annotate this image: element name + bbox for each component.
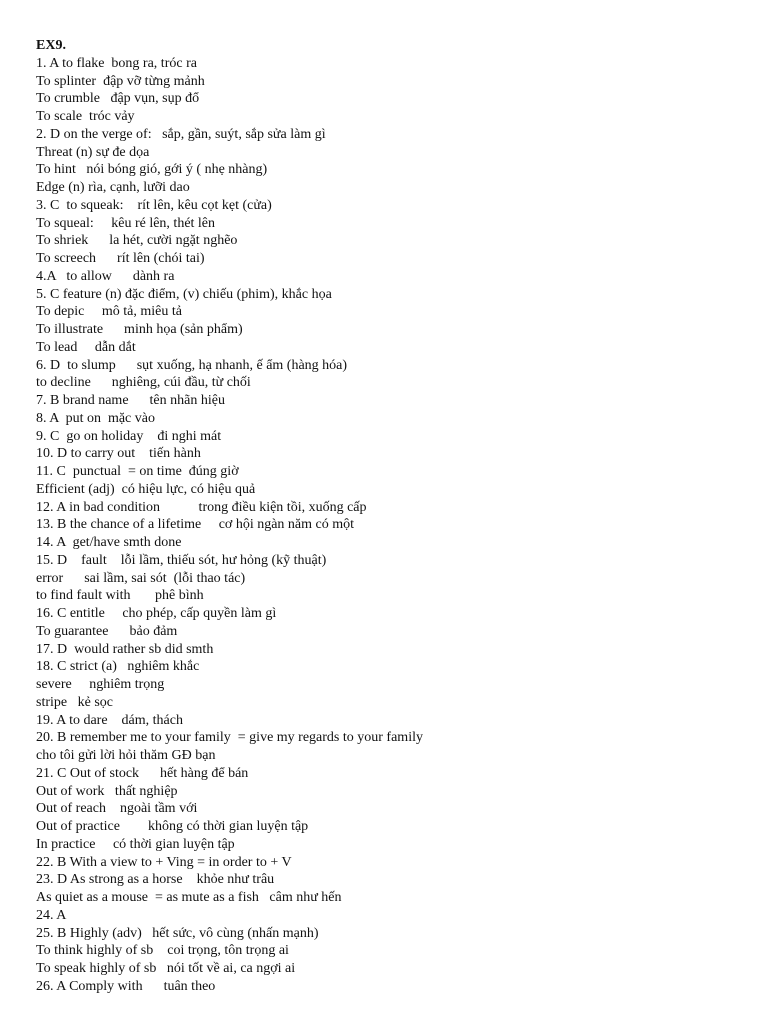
vocabulary-line: To hint nói bóng gió, gới ý ( nhẹ nhàng) <box>36 162 268 178</box>
vocabulary-line: In practice có thời gian luyện tập <box>36 836 235 852</box>
vocabulary-line: 18. C strict (a) nghiêm khắc <box>36 659 200 675</box>
vocabulary-line: 4.A to allow dành ra <box>36 268 175 284</box>
document-page <box>36 37 736 996</box>
vocabulary-line: To think highly of sb coi trọng, tôn trọng ai <box>36 943 289 959</box>
vocabulary-line: 8. A put on mặc vào <box>36 410 155 426</box>
vocabulary-line: To shriek la hét, cười ngặt nghẽo <box>36 233 238 249</box>
exercise-heading: EX9. <box>36 38 66 53</box>
vocabulary-line: 7. B brand name tên nhãn hiệu <box>36 393 225 408</box>
vocabulary-line: To scale tróc vảy <box>36 109 135 124</box>
vocabulary-line: 21. C Out of stock hết hàng để bán <box>36 765 249 781</box>
vocabulary-line: to find fault with phê bình <box>36 588 204 604</box>
vocabulary-line: 13. B the chance of a lifetime cơ hội ngàn năm có một <box>36 517 355 533</box>
vocabulary-line: 2. D on the verge of: sắp, gần, suýt, sắp sửa làm gì <box>36 126 326 142</box>
vocabulary-line: As quiet as a mouse = as mute as a fish câm như hến <box>36 890 342 905</box>
vocabulary-line: To lead dẫn dắt <box>36 339 136 355</box>
vocabulary-line: To guarantee bảo đảm <box>36 623 178 639</box>
vocabulary-line: stripe kẻ sọc <box>36 694 113 710</box>
vocabulary-line: To depic mô tả, miêu tả <box>36 304 182 320</box>
vocabulary-line: 9. C go on holiday đi nghi mát <box>36 428 222 444</box>
vocabulary-line: cho tôi gửi lời hỏi thăm GĐ bạn <box>36 748 216 763</box>
vocabulary-line: To squeal: kêu ré lên, thét lên <box>36 215 216 231</box>
vocabulary-line: To splinter đập vỡ từng mảnh <box>36 73 205 89</box>
vocabulary-line: 16. C entitle cho phép, cấp quyền làm gì <box>36 606 277 621</box>
vocabulary-line: 10. D to carry out tiến hành <box>36 446 201 462</box>
vocabulary-line: 15. D fault lỗi lầm, thiếu sót, hư hỏng (kỹ thuật) <box>36 552 327 568</box>
vocabulary-line: To screech rít lên (chói tai) <box>36 251 205 266</box>
vocabulary-line: 1. A to flake bong ra, tróc ra <box>36 55 197 71</box>
vocabulary-line: severe nghiêm trọng <box>36 677 165 692</box>
vocabulary-line: 12. A in bad condition trong điều kiện tồi, xuống cấp <box>36 499 367 515</box>
vocabulary-line: 6. D to slump sụt xuống, hạ nhanh, ế ẩm (hàng hóa) <box>36 357 348 373</box>
vocabulary-line: To speak highly of sb nói tốt về ai, ca ngợi ai <box>36 961 296 976</box>
vocabulary-line: 11. C punctual = on time đúng giờ <box>36 464 239 479</box>
vocabulary-line: 5. C feature (n) đặc điểm, (v) chiếu (phim), khắc họa <box>36 286 332 302</box>
vocabulary-line: 26. A Comply with tuân theo <box>36 978 216 994</box>
vocabulary-line: Threat (n) sự đe dọa <box>36 144 150 160</box>
vocabulary-line: Out of practice không có thời gian luyện tập <box>36 819 309 834</box>
vocabulary-line: Efficient (adj) có hiệu lực, có hiệu quả <box>36 481 256 497</box>
vocabulary-line: 24. A <box>36 907 67 923</box>
vocabulary-line: To crumble đập vụn, sụp đổ <box>36 91 200 107</box>
vocabulary-line: 20. B remember me to your family = give my regards to your family <box>36 730 423 746</box>
vocabulary-line: 17. D would rather sb did smth <box>36 641 214 657</box>
vocabulary-line: Out of reach ngoài tầm với <box>36 801 198 817</box>
vocabulary-line: Out of work thất nghiệp <box>36 783 178 799</box>
vocabulary-line: 3. C to squeak: rít lên, kêu cọt kẹt (cửa) <box>36 197 272 213</box>
vocabulary-line: error sai lầm, sai sót (lỗi thao tác) <box>36 570 246 586</box>
vocabulary-line: Edge (n) rìa, cạnh, lưỡi dao <box>36 180 190 195</box>
vocabulary-line: To illustrate minh họa (sản phẩm) <box>36 322 243 337</box>
vocabulary-line: 22. B With a view to + Ving = in order to + V <box>36 854 292 870</box>
vocabulary-list <box>36 55 736 996</box>
vocabulary-line: 19. A to dare dám, thách <box>36 712 183 728</box>
vocabulary-line: 23. D As strong as a horse khỏe như trâu <box>36 872 275 888</box>
vocabulary-line: 14. A get/have smth done <box>36 535 182 550</box>
vocabulary-line: 25. B Highly (adv) hết sức, vô cùng (nhấn mạnh) <box>36 925 319 941</box>
vocabulary-line: to decline nghiêng, cúi đầu, từ chối <box>36 375 251 391</box>
